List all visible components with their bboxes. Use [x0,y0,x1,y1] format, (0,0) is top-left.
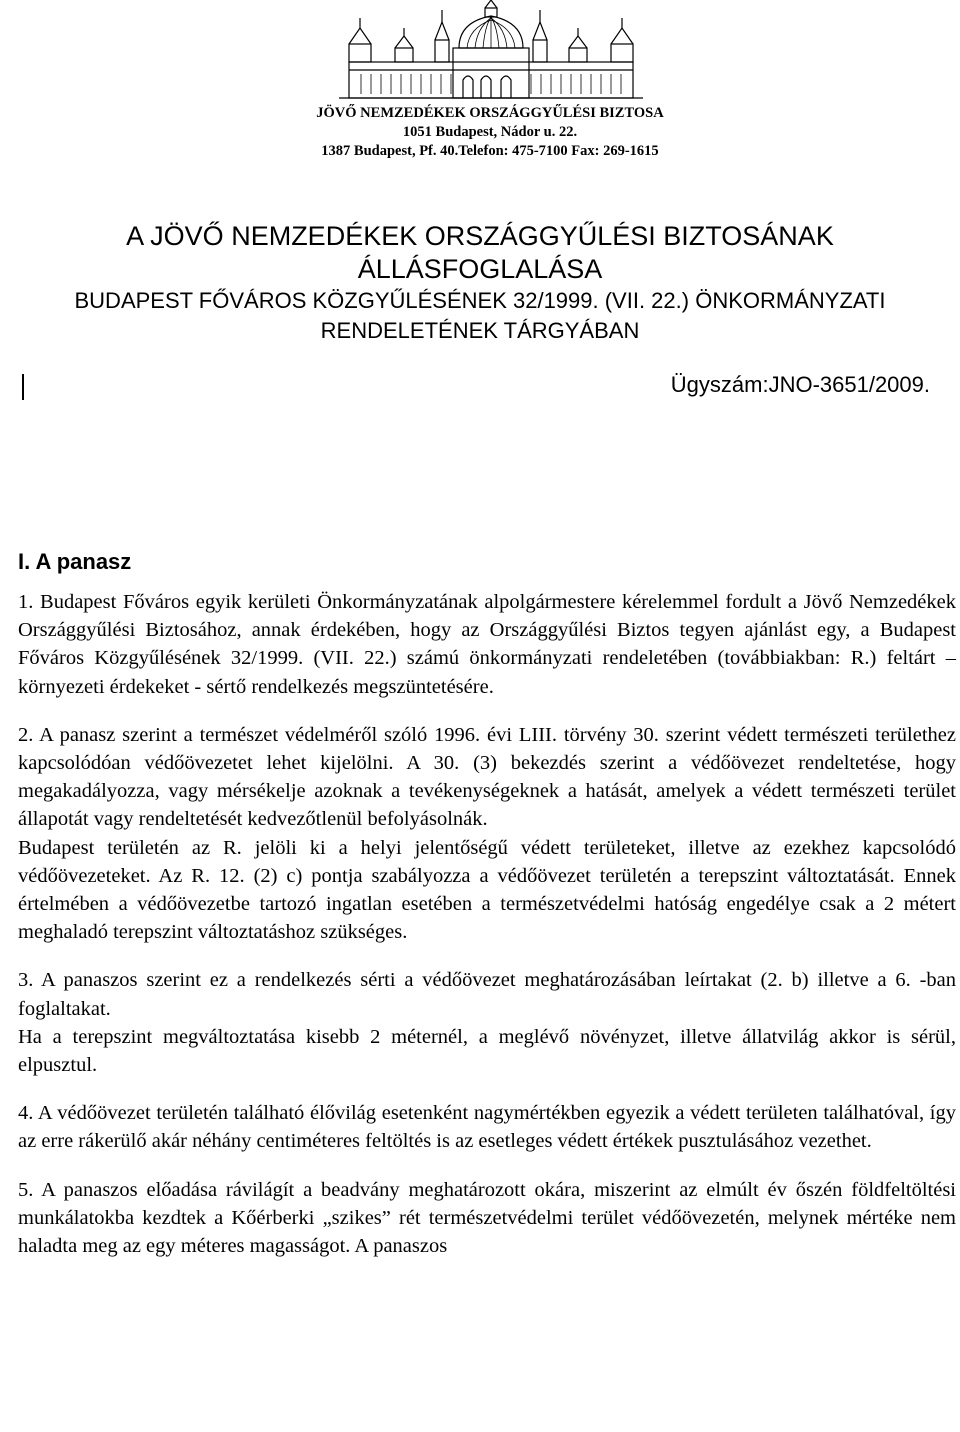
revision-margin-bar [22,374,24,400]
paragraph-1: 1. Budapest Főváros egyik kerületi Önkormányzatának alpolgármestere kérelemmel fordult a Jövő Nemzedékek Országgyűlési Biztosához, annak érdekében, hogy az Országgyűlési Biztos tegyen ajánlást egy, a Budapest Főváros Közgyűlésének 32/1999. (VII. 22.) számú önkormányzati rendeletében (továbbiakban: R.) feltárt – környezeti érdekeket - sértő rendelkezés megszüntetésére. [18,591,956,698]
complaint-body [18,588,956,1260]
paragraph-3-continued: Ha a terepszint megváltoztatása kisebb 2 méternél, a meglévő növényzet, illetve állatvilág akkor is sérül, elpusztul. [18,1025,956,1077]
paragraph-3: 3. A panaszos szerint ez a rendelkezés sérti a védőövezet meghatározásában leírtakat (2. b) illetve a 6. -ban foglaltakat. [18,969,956,1020]
paragraph-2: 2. A panasz szerint a természet védelméről szóló 1996. évi LIII. törvény 30. szerint védett természeti területhez kapcsolódóan védőövezetet lehet kijelölni. A 30. (3) bekezdés szerint a védőövezet rendeltetése, hogy megakadályozza, vagy mérsékelje azoknak a tevékenységeknek a hatását, amelyek a védett természeti terület állapotát vagy rendeltetését kedvezőtlenül befolyásolnák. [18,723,956,831]
document-title [40,220,920,286]
section-heading: I. A panasz [18,549,132,574]
issuer-address: 1051 Budapest, Nádor u. 22. [402,124,578,140]
paragraph-4: 4. A védőövezet területén található élővilág esetenként nagymértékben egyezik a védett területen találhatóval, így az erre rákerülő akár néhány centiméteres feltöltés is az esetleges védett értékek pusztulásához vezethet. [18,1102,956,1153]
title-line-2: ÁLLÁSFOGLALÁSA [357,254,603,284]
subtitle-line-2: RENDELETÉNEK TÁRGYÁBAN [320,318,640,343]
case-number: Ügyszám:JNO-3651/2009. [670,372,930,397]
document-subtitle [40,286,920,346]
paragraph-5: 5. A panaszos előadása rávilágít a beadvány meghatározott okára, miszerint az elmúlt év őszén földfeltöltési munkálatokba kezdtek a Kőérberki „szikes” rét természetvédelmi terület védőövezetén, melynek mértéke nem haladta meg az egy méteres magasságot. A panaszos [18,1178,956,1258]
issuer-contact: 1387 Budapest, Pf. 40.Telefon: 475-7100 Fax: 269-1615 [321,143,659,159]
issuer-header [265,104,715,161]
issuer-name: JÖVŐ NEMZEDÉKEK ORSZÁGGYŰLÉSI BIZTOSA [316,105,664,121]
subtitle-line-1: BUDAPEST FŐVÁROS KÖZGYŰLÉSÉNEK 32/1999. (VII. 22.) ÖNKORMÁNYZATI [74,288,886,313]
title-line-1: A JÖVŐ NEMZEDÉKEK ORSZÁGGYŰLÉSI BIZTOSÁNAK [126,221,834,251]
parliament-building-logo [335,0,647,102]
paragraph-2-continued: Budapest területén az R. jelöli ki a helyi jelentőségű védett területeket, illetve az ezekhez kapcsolódó védőövezeteket. Az R. 12. (2) c) pontja szabályozza a védőövezet területén a terepszint változtatását. Ennek értelmében a védőövezetbe tartozó ingatlan esetében a természetvédelmi hatóság engedélye csak a 2 métert meghaladó terepszint változtatáshoz szükséges. [18,836,956,944]
